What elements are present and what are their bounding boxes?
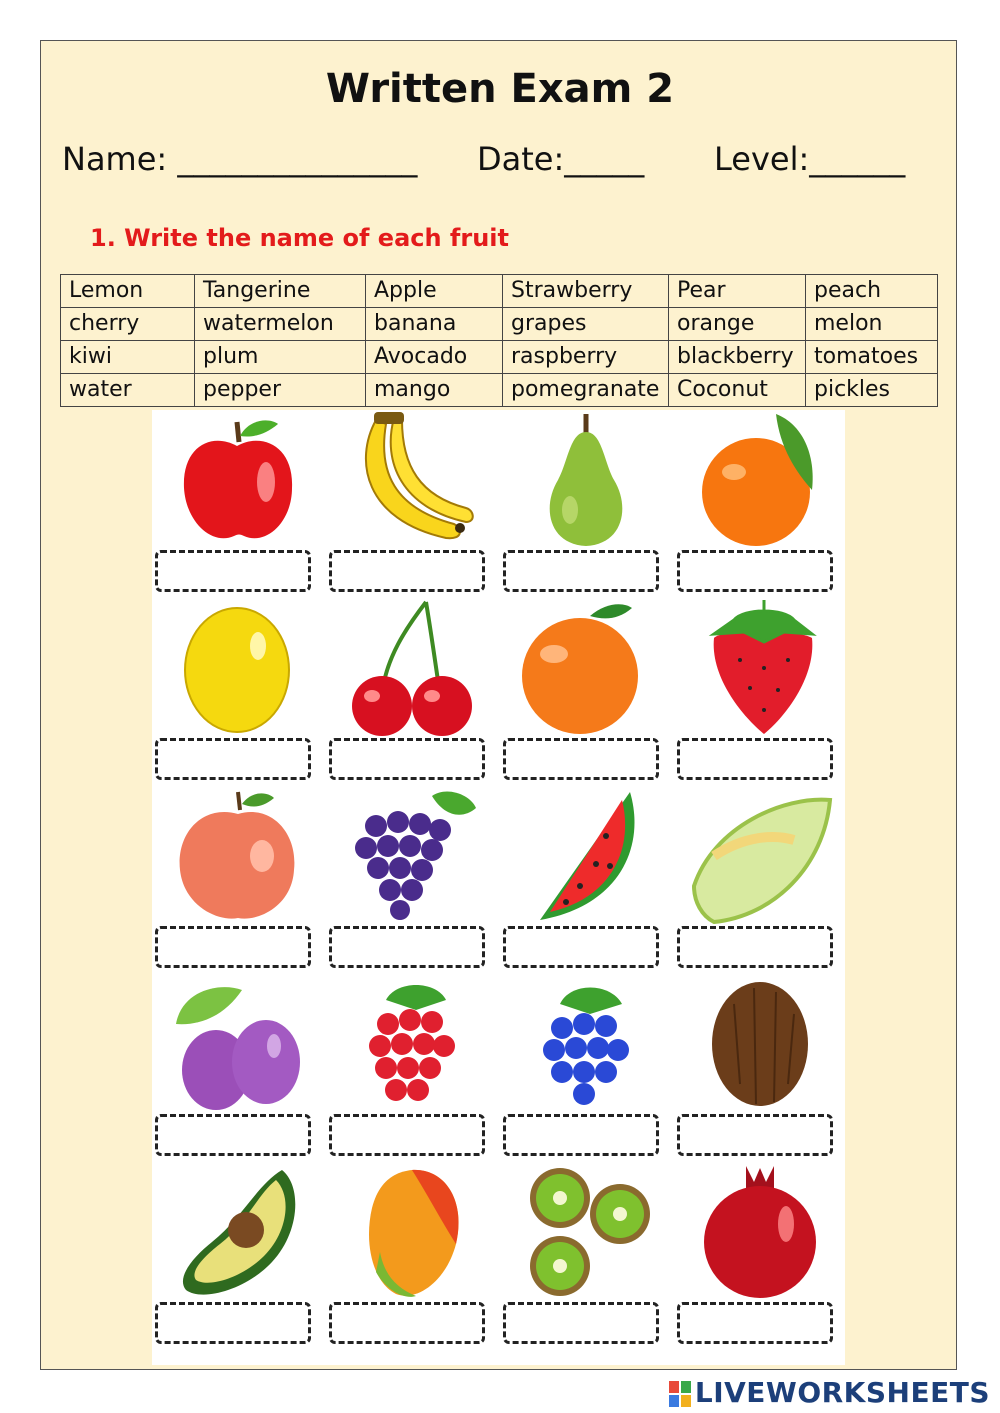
melon-icon: [684, 786, 834, 926]
fruit-cell: [500, 598, 670, 788]
fruit-cell: [500, 786, 670, 976]
answer-box[interactable]: [155, 1114, 311, 1156]
tangerine-icon: [684, 410, 834, 550]
cherry-icon: [336, 598, 486, 738]
fruit-cell: [326, 786, 496, 976]
word-cell: raspberry: [503, 341, 669, 374]
fruit-cell: [500, 1162, 670, 1352]
answer-box[interactable]: [155, 926, 311, 968]
answer-box[interactable]: [503, 1114, 659, 1156]
word-cell: plum: [195, 341, 366, 374]
answer-box[interactable]: [329, 738, 485, 780]
answer-box[interactable]: [155, 738, 311, 780]
question-heading: 1. Write the name of each fruit: [90, 224, 509, 252]
answer-box[interactable]: [329, 1302, 485, 1344]
fruit-cell: [500, 974, 670, 1164]
date-label: Date:_____: [477, 140, 645, 178]
word-cell: Lemon: [61, 275, 195, 308]
table-row: [61, 308, 938, 341]
apple-icon: [162, 410, 312, 550]
banana-icon: [336, 410, 486, 550]
word-cell: Strawberry: [503, 275, 669, 308]
answer-box[interactable]: [329, 926, 485, 968]
word-cell: blackberry: [669, 341, 806, 374]
fruit-cell: [674, 974, 844, 1164]
answer-box[interactable]: [329, 1114, 485, 1156]
fruit-cell: [674, 410, 844, 600]
word-cell: melon: [806, 308, 938, 341]
table-row: [61, 374, 938, 407]
coconut-icon: [684, 974, 834, 1114]
fruit-cell: [674, 786, 844, 976]
answer-box[interactable]: [677, 1114, 833, 1156]
strawberry-icon: [684, 598, 834, 738]
watermelon-icon: [510, 786, 660, 926]
word-cell: watermelon: [195, 308, 366, 341]
answer-box[interactable]: [503, 550, 659, 592]
mango-icon: [336, 1162, 486, 1302]
answer-box[interactable]: [503, 1302, 659, 1344]
fruit-cell: [152, 1162, 322, 1352]
answer-box[interactable]: [503, 926, 659, 968]
footer-brand: LIVEWORKSHEETS: [694, 1376, 990, 1409]
word-cell: tomatoes: [806, 341, 938, 374]
word-cell: pepper: [195, 374, 366, 407]
word-cell: peach: [806, 275, 938, 308]
table-row: [61, 341, 938, 374]
word-cell: water: [61, 374, 195, 407]
word-cell: banana: [366, 308, 503, 341]
fruit-cell: [674, 1162, 844, 1352]
fruit-cell: [674, 598, 844, 788]
raspberry-icon: [336, 974, 486, 1114]
word-cell: Avocado: [366, 341, 503, 374]
word-cell: Pear: [669, 275, 806, 308]
orange-icon: [510, 598, 660, 738]
plum-icon: [162, 974, 312, 1114]
fruit-cell: [326, 974, 496, 1164]
pear-icon: [510, 410, 660, 550]
grapes-icon: [336, 786, 486, 926]
answer-box[interactable]: [677, 926, 833, 968]
level-label: Level:______: [714, 140, 906, 178]
word-cell: mango: [366, 374, 503, 407]
kiwi-icon: [510, 1162, 660, 1302]
liveworksheets-logo[interactable]: [669, 1376, 990, 1409]
word-cell: Coconut: [669, 374, 806, 407]
fruit-cell: [500, 410, 670, 600]
pomegranate-icon: [684, 1162, 834, 1302]
fruit-cell: [326, 410, 496, 600]
word-cell: pomegranate: [503, 374, 669, 407]
peach-icon: [162, 786, 312, 926]
answer-box[interactable]: [155, 550, 311, 592]
fruit-grid: [152, 410, 845, 1365]
answer-box[interactable]: [503, 738, 659, 780]
fruit-cell: [152, 974, 322, 1164]
logo-icon: [669, 1381, 691, 1407]
table-row: [61, 275, 938, 308]
answer-box[interactable]: [677, 738, 833, 780]
name-label: Name: _______________: [62, 140, 418, 178]
word-cell: kiwi: [61, 341, 195, 374]
answer-box[interactable]: [677, 550, 833, 592]
word-cell: Tangerine: [195, 275, 366, 308]
fruit-cell: [152, 598, 322, 788]
page-title: Written Exam 2: [325, 66, 675, 112]
fruit-cell: [152, 786, 322, 976]
word-cell: orange: [669, 308, 806, 341]
word-cell: Apple: [366, 275, 503, 308]
answer-box[interactable]: [329, 550, 485, 592]
answer-box[interactable]: [155, 1302, 311, 1344]
fruit-cell: [326, 1162, 496, 1352]
word-cell: cherry: [61, 308, 195, 341]
lemon-icon: [162, 598, 312, 738]
blackberry-icon: [510, 974, 660, 1114]
answer-box[interactable]: [677, 1302, 833, 1344]
word-cell: pickles: [806, 374, 938, 407]
fruit-cell: [326, 598, 496, 788]
fruit-cell: [152, 410, 322, 600]
word-cell: grapes: [503, 308, 669, 341]
avocado-icon: [162, 1162, 312, 1302]
word-bank-table: [60, 274, 938, 407]
